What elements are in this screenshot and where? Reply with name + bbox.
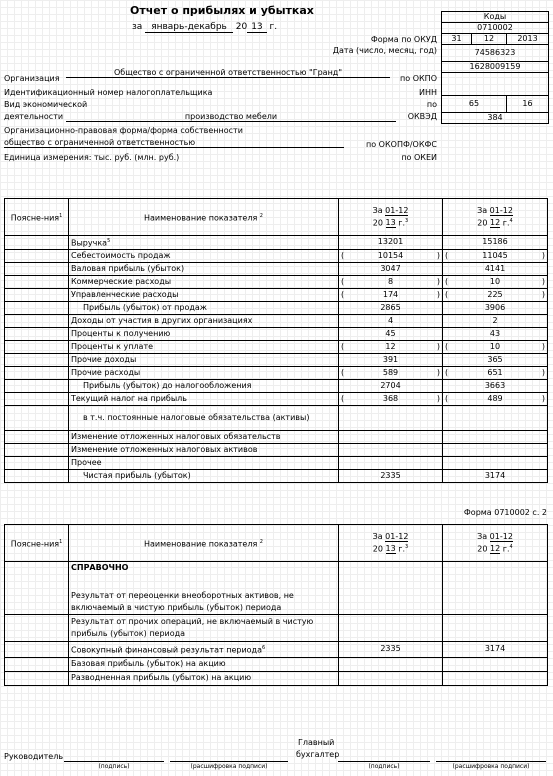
value-period2[interactable]: 43 bbox=[443, 327, 548, 340]
activity-value[interactable]: производство мебели bbox=[66, 112, 396, 122]
indicator-name: Проценты к получению bbox=[69, 327, 339, 340]
col-name-header-2: Наименование показателя $^2$ bbox=[69, 525, 339, 562]
period-field[interactable]: январь-декабрь bbox=[145, 22, 233, 33]
value-period2[interactable]: 3174 bbox=[443, 642, 548, 658]
activity-label-1: Вид экономической bbox=[4, 100, 88, 109]
value-period2[interactable]: ( 225 ) bbox=[443, 288, 548, 301]
indicator-name: Валовая прибыль (убыток) bbox=[69, 262, 339, 275]
note-cell[interactable] bbox=[5, 657, 69, 671]
date-year[interactable]: 2013 bbox=[507, 34, 549, 45]
note-cell[interactable] bbox=[5, 469, 69, 482]
table-row bbox=[5, 340, 548, 353]
value-period1[interactable]: ( 174 ) bbox=[339, 288, 443, 301]
note-cell[interactable] bbox=[5, 353, 69, 366]
table-row bbox=[5, 262, 548, 275]
value-period1[interactable]: 4 bbox=[339, 314, 443, 327]
reference-table bbox=[4, 524, 548, 686]
indicator-name: Базовая прибыль (убыток) на акцию bbox=[69, 657, 339, 671]
income-statement-table bbox=[4, 198, 548, 483]
value-period2[interactable]: ( 10 ) bbox=[443, 275, 548, 288]
form-label: Организационно-правовая форма/форма собственности bbox=[4, 126, 243, 135]
head-signature-line[interactable] bbox=[64, 760, 164, 762]
codes-title: Коды bbox=[442, 12, 549, 23]
indicator-name: Прочие доходы bbox=[69, 353, 339, 366]
note-cell[interactable] bbox=[5, 642, 69, 658]
table-row bbox=[5, 236, 548, 250]
note-cell[interactable] bbox=[5, 562, 69, 615]
note-cell[interactable] bbox=[5, 392, 69, 405]
indicator-name: Прочее bbox=[69, 456, 339, 469]
value-period1[interactable]: ( 8 ) bbox=[339, 275, 443, 288]
note-cell[interactable] bbox=[5, 249, 69, 262]
okopf-label: по ОКОПФ/ОКФС bbox=[366, 140, 437, 149]
value-period1[interactable] bbox=[339, 456, 443, 469]
date-month[interactable]: 12 bbox=[472, 34, 507, 45]
note-cell[interactable] bbox=[5, 288, 69, 301]
table-row bbox=[5, 353, 548, 366]
note-cell[interactable] bbox=[5, 671, 69, 685]
col-name-header: Наименование показателя $^2$ bbox=[69, 199, 339, 236]
table-row bbox=[5, 615, 548, 642]
activity-label-2: деятельности bbox=[4, 112, 64, 121]
inn-code[interactable]: 1628009159 bbox=[442, 62, 549, 73]
note-cell[interactable] bbox=[5, 301, 69, 314]
value-period2[interactable]: 3663 bbox=[443, 379, 548, 392]
value-period2[interactable] bbox=[443, 456, 548, 469]
value-period2[interactable]: ( 10 ) bbox=[443, 340, 548, 353]
report-title: Отчет о прибылях и убытках bbox=[130, 4, 314, 17]
value-period1[interactable] bbox=[339, 562, 443, 615]
note-cell[interactable] bbox=[5, 405, 69, 430]
value-period2[interactable] bbox=[443, 657, 548, 671]
indicator-name: Управленческие расходы bbox=[69, 288, 339, 301]
table-row bbox=[5, 314, 548, 327]
indicator-name: в т.ч. постоянные налоговые обязательства (активы) bbox=[69, 405, 339, 430]
value-period1[interactable] bbox=[339, 430, 443, 443]
indicator-name: Прибыль (убыток) от продаж bbox=[69, 301, 339, 314]
table-row bbox=[5, 327, 548, 340]
head-sig-caption: (подпись) bbox=[98, 763, 130, 770]
indicator-name: Чистая прибыль (убыток) bbox=[69, 469, 339, 482]
table-row bbox=[5, 366, 548, 379]
indicator-name: Изменение отложенных налоговых обязательств bbox=[69, 430, 339, 443]
okved-label-2: ОКВЭД bbox=[407, 112, 437, 121]
codes-table bbox=[441, 11, 549, 124]
value-period1[interactable]: 2704 bbox=[339, 379, 443, 392]
reference-label: СПРАВОЧНО bbox=[69, 562, 339, 575]
col-period1-header-2: За 01-12 20 13 г.$^3$ bbox=[339, 525, 443, 562]
note-cell[interactable] bbox=[5, 430, 69, 443]
table-row bbox=[5, 249, 548, 262]
table-row bbox=[5, 657, 548, 671]
value-period2[interactable]: 3174 bbox=[443, 469, 548, 482]
unit-label: Единица измерения: тыс. руб. (млн. руб.) bbox=[4, 153, 180, 162]
table-row bbox=[5, 379, 548, 392]
note-cell[interactable] bbox=[5, 327, 69, 340]
value-period2[interactable]: 365 bbox=[443, 353, 548, 366]
okpo-label: по ОКПО bbox=[400, 74, 437, 83]
value-period2[interactable] bbox=[443, 562, 548, 615]
note-cell[interactable] bbox=[5, 379, 69, 392]
col-period1-header: За 01-12 20 13 г.$^3$ bbox=[339, 199, 443, 236]
okud-code[interactable]: 0710002 bbox=[442, 23, 549, 34]
indicator-name: Выручка$^5$ bbox=[69, 236, 339, 250]
value-period2[interactable] bbox=[443, 615, 548, 642]
col-note-header-2: Поясне-ния$^1$ bbox=[5, 525, 69, 562]
value-period1[interactable]: 2335 bbox=[339, 642, 443, 658]
head-decode-line[interactable] bbox=[170, 760, 288, 762]
chief-label-1: Главный bbox=[298, 738, 335, 747]
indicator-name: Доходы от участия в других организациях bbox=[69, 314, 339, 327]
table-row bbox=[5, 275, 548, 288]
chief-label-2: бухгалтер bbox=[296, 750, 340, 759]
table-row bbox=[5, 671, 548, 685]
col-note-header: Поясне-ния$^1$ bbox=[5, 199, 69, 236]
value-period2[interactable]: 2 bbox=[443, 314, 548, 327]
note-cell[interactable] bbox=[5, 456, 69, 469]
value-period1[interactable]: 391 bbox=[339, 353, 443, 366]
chief-sig-caption: (подпись) bbox=[368, 763, 400, 770]
chief-decode-caption: (расшифровка подписи) bbox=[452, 763, 530, 770]
note-cell[interactable] bbox=[5, 366, 69, 379]
table-row bbox=[5, 456, 548, 469]
indicator-name: Коммерческие расходы bbox=[69, 275, 339, 288]
note-cell[interactable] bbox=[5, 236, 69, 250]
table-row bbox=[5, 392, 548, 405]
indicator-name: Изменение отложенных налоговых активов bbox=[69, 443, 339, 456]
org-name[interactable]: Общество с ограниченной ответственностью "Гранд" bbox=[66, 68, 390, 78]
col-period2-header: За 01-12 20 12 г.$^4$ bbox=[443, 199, 548, 236]
value-period2[interactable]: 4141 bbox=[443, 262, 548, 275]
inn-label: Идентификационный номер налогоплательщика bbox=[4, 88, 213, 97]
indicator-name: Себестоимость продаж bbox=[69, 249, 339, 262]
value-period2[interactable] bbox=[443, 430, 548, 443]
indicator-name: Результат от прочих операций, не включаемый в чистую прибыль (убыток) периода bbox=[69, 615, 339, 642]
note-cell[interactable] bbox=[5, 615, 69, 642]
value-period2[interactable] bbox=[443, 443, 548, 456]
value-period1[interactable] bbox=[339, 657, 443, 671]
indicator-name: Прочие расходы bbox=[69, 366, 339, 379]
indicator-name: Проценты к уплате bbox=[69, 340, 339, 353]
date-label: Дата (число, месяц, год) bbox=[332, 46, 437, 55]
note-cell[interactable] bbox=[5, 443, 69, 456]
note-cell[interactable] bbox=[5, 262, 69, 275]
value-period2[interactable]: ( 489 ) bbox=[443, 392, 548, 405]
table-row bbox=[5, 405, 548, 430]
page2-label: Форма 0710002 с. 2 bbox=[463, 508, 547, 517]
value-period2[interactable] bbox=[443, 405, 548, 430]
org-label: Организация bbox=[4, 74, 60, 83]
inn-code-label: ИНН bbox=[418, 88, 437, 97]
value-period1[interactable]: ( 589 ) bbox=[339, 366, 443, 379]
reference-body bbox=[5, 562, 548, 686]
value-period2[interactable]: 3906 bbox=[443, 301, 548, 314]
value-period1[interactable]: 3047 bbox=[339, 262, 443, 275]
year-field[interactable]: 13 bbox=[247, 22, 266, 33]
table-row bbox=[5, 642, 548, 658]
value-period1[interactable] bbox=[339, 671, 443, 685]
table-row bbox=[5, 301, 548, 314]
okfs-code[interactable]: 16 bbox=[507, 96, 549, 113]
okved-label-1: по bbox=[426, 100, 437, 109]
indicator-name: Текущий налог на прибыль bbox=[69, 392, 339, 405]
value-period1[interactable] bbox=[339, 405, 443, 430]
table-row bbox=[5, 288, 548, 301]
value-period1[interactable]: 2865 bbox=[339, 301, 443, 314]
indicator-name: Результат от переоценки внеоборотных активов, не включаемый в чистую прибыль (убыток) периода bbox=[69, 574, 339, 615]
okved-code[interactable] bbox=[442, 73, 549, 96]
note-cell[interactable] bbox=[5, 275, 69, 288]
value-period2[interactable]: ( 651 ) bbox=[443, 366, 548, 379]
head-decode-caption: (расшифровка подписи) bbox=[190, 763, 268, 770]
value-period1[interactable]: 2335 bbox=[339, 469, 443, 482]
chief-signature-line[interactable] bbox=[338, 760, 430, 762]
table-row bbox=[5, 443, 548, 456]
indicator-name: Прибыль (убыток) до налогообложения bbox=[69, 379, 339, 392]
okud-label: Форма по ОКУД bbox=[370, 35, 437, 44]
okpo-code[interactable]: 74586323 bbox=[442, 45, 549, 62]
value-period1[interactable]: ( 12 ) bbox=[339, 340, 443, 353]
head-label: Руководитель bbox=[4, 752, 64, 761]
value-period2[interactable]: 15186 bbox=[443, 236, 548, 250]
note-cell[interactable] bbox=[5, 314, 69, 327]
okei-label: по ОКЕИ bbox=[401, 153, 437, 162]
value-period1[interactable] bbox=[339, 443, 443, 456]
okei-code[interactable]: 384 bbox=[442, 113, 549, 124]
chief-decode-line[interactable] bbox=[436, 760, 546, 762]
value-period1[interactable]: 45 bbox=[339, 327, 443, 340]
report-period: за январь-декабрь 20 13 г. bbox=[132, 22, 278, 32]
value-period2[interactable]: ( 11045 ) bbox=[443, 249, 548, 262]
value-period1[interactable]: ( 368 ) bbox=[339, 392, 443, 405]
income-statement-body bbox=[5, 236, 548, 483]
indicator-name: Совокупный финансовый результат периода$^6$ bbox=[69, 642, 339, 658]
form-value[interactable]: общество с ограниченной ответственностью bbox=[4, 138, 344, 148]
table-row bbox=[5, 469, 548, 482]
note-cell[interactable] bbox=[5, 340, 69, 353]
col-period2-header-2: За 01-12 20 12 г.$^4$ bbox=[443, 525, 548, 562]
value-period2[interactable] bbox=[443, 671, 548, 685]
date-day[interactable]: 31 bbox=[442, 34, 472, 45]
value-period1[interactable]: ( 10154 ) bbox=[339, 249, 443, 262]
value-period1[interactable] bbox=[339, 615, 443, 642]
table-row bbox=[5, 430, 548, 443]
indicator-name: Разводненная прибыль (убыток) на акцию bbox=[69, 671, 339, 685]
value-period1[interactable]: 13201 bbox=[339, 236, 443, 250]
reference-label-row bbox=[5, 562, 548, 575]
okopf-code[interactable]: 65 bbox=[442, 96, 507, 113]
